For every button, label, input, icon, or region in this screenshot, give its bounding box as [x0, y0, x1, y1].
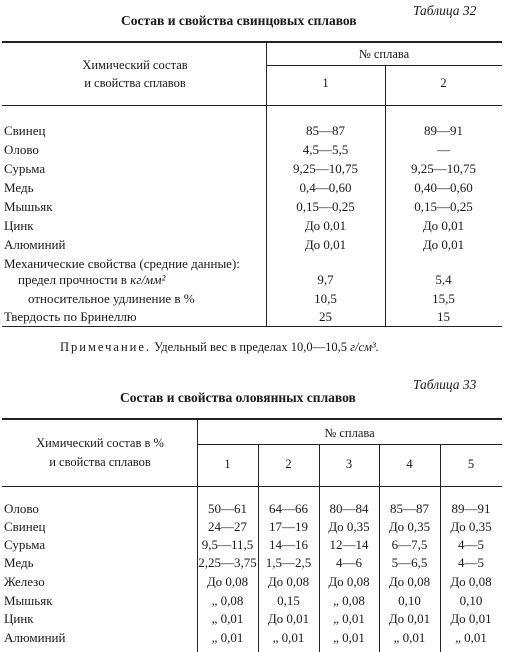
table32-header-left-line2: и свойства сплавов [84, 76, 186, 90]
table32-row-label: Олово [4, 142, 39, 157]
table33-cell: До 0,35 [328, 519, 370, 534]
table32-cell: До 0,01 [304, 218, 347, 233]
table32-cell: — [437, 142, 450, 157]
table33-cell: 64—66 [269, 501, 308, 516]
table33-cell: 5—6,5 [391, 555, 428, 570]
table32-row-label: Медь [4, 180, 34, 195]
table33-cell: 2,25—3,75 [198, 555, 257, 570]
table32-row-label: Цинк [4, 218, 34, 233]
table32-cell: 25 [319, 309, 332, 324]
table32-body-divider-2 [385, 106, 386, 326]
table32-title: Состав и свойства свинцовых сплавов [121, 13, 357, 28]
table33-cell: „ 0,08 [333, 593, 365, 608]
table32-number: Таблица 32 [413, 3, 477, 18]
table33-cell: До 0,08 [450, 574, 492, 589]
table33-cell: До 0,35 [450, 519, 492, 534]
table33-cell: 17—19 [269, 519, 308, 534]
table33-cell: До 0,01 [450, 611, 492, 626]
table33-cell: 24—27 [208, 519, 247, 534]
table33-cell: 89—91 [451, 501, 491, 516]
table32-note: Примечание. Удельный вес в пределах 10,0—10,5 г/см³. [60, 340, 379, 354]
table33-cell: До 0,08 [206, 574, 249, 589]
table33-cell: До 0,01 [267, 611, 310, 626]
table32-row-label: Мышьяк [4, 199, 53, 214]
table33-row-label: Цинк [4, 611, 34, 626]
table33-cell: „ 0,01 [272, 630, 305, 645]
table32-col-2: 2 [440, 76, 447, 90]
table32-mech-heading: Механические свойства (средние данные): [4, 256, 240, 271]
table32-cell: 15 [437, 309, 450, 324]
table33-cell: 1,5—2,5 [265, 555, 312, 570]
table33-row-label: Сурьма [4, 537, 46, 552]
table32-cell: 0,4—0,60 [299, 180, 352, 195]
table32-header-left-line1: Химический состав [82, 58, 188, 72]
table32-group-rule [266, 65, 502, 66]
table32-cell: До 0,01 [422, 237, 465, 252]
table33-cell: „ 0,01 [211, 611, 244, 626]
table32-cell: 0,15—0,25 [414, 199, 473, 214]
table33-row-label: Мышьяк [4, 593, 53, 608]
table33-cell: „ 0,08 [211, 593, 244, 608]
table32-mech-label: предел прочности в кг/мм² [18, 272, 166, 287]
table33-col-3: 3 [345, 457, 353, 471]
table33-col-1: 1 [224, 457, 231, 471]
table32-cell: 0,15—0,25 [296, 199, 355, 214]
table33-title: Состав и свойства оловянных сплавов [120, 390, 356, 405]
table33-cell: До 0,08 [388, 574, 431, 589]
table33-col-5: 5 [467, 457, 475, 471]
table33-cell: 85—87 [390, 501, 429, 516]
table32-col-1: 1 [322, 76, 329, 90]
table33-number: Таблица 33 [413, 377, 477, 392]
table33-row-label: Железо [4, 574, 45, 589]
table32-cell: До 0,01 [422, 218, 465, 233]
table33-cell: До 0,08 [267, 574, 310, 589]
table33-cell: 14—16 [269, 537, 308, 552]
table33-cell: 80—84 [329, 501, 369, 516]
table32-mech-label: относительное удлинение в % [28, 291, 195, 306]
table33-cell: „ 0,01 [393, 630, 426, 645]
table33-header-left-line1: Химический состав в % [36, 436, 164, 450]
table32-hardness-label: Твердость по Бринеллю [4, 309, 137, 324]
table32-cell: 9,25—10,75 [293, 161, 358, 176]
table32-cell: 9,7 [317, 272, 334, 287]
table33-header-group: № сплава [324, 426, 375, 440]
table32-cell: 15,5 [432, 291, 455, 306]
table32-cell: 89—91 [424, 123, 463, 138]
table33-col-4: 4 [406, 457, 413, 471]
table33-cell: „ 0,01 [211, 630, 244, 645]
table33-cell: 0,10 [459, 593, 483, 608]
table32-cell: 5,4 [435, 272, 452, 287]
table33-col-2: 2 [285, 457, 292, 471]
table32-bottom-rule [2, 326, 502, 327]
table32-header-rule [2, 105, 502, 106]
table33-header-left-line2: и свойства сплавов [49, 455, 151, 469]
table32-row-label: Сурьма [4, 161, 46, 176]
table32-cell: 4,5—5,5 [302, 142, 349, 157]
table33-cell: 50—61 [208, 501, 247, 516]
table33-cell: 4—5 [458, 537, 484, 552]
table32-cell: 85—87 [306, 123, 345, 138]
table33-cell: „ 0,01 [333, 630, 365, 645]
table32-top-rule [2, 41, 502, 43]
table32-row-label: Алюминий [4, 237, 66, 252]
table33-cell: 6—7,5 [391, 537, 428, 552]
table33-cell: 4—5 [458, 555, 484, 570]
table33-cell: 4—6 [336, 555, 362, 570]
table33-header-rule [2, 486, 502, 487]
table33-cell: 12—14 [329, 537, 369, 552]
table33-row-label: Медь [4, 555, 34, 570]
table33-cell: 0,10 [398, 593, 421, 608]
table33-cell: До 0,01 [388, 611, 431, 626]
table32-cell: 10,5 [314, 291, 337, 306]
table33-row-label: Олово [4, 501, 39, 516]
table33-cell: До 0,08 [328, 574, 370, 589]
table33-top-rule [2, 418, 502, 420]
table32-cell: До 0,01 [304, 237, 347, 252]
table33-cell: 9,5—11,5 [201, 537, 254, 552]
table32-cell: 9,25—10,75 [411, 161, 476, 176]
table32-cell: 0,40—0,60 [414, 180, 473, 195]
table33-cell: „ 0,01 [333, 611, 365, 626]
table33-cell: „ 0,01 [455, 630, 487, 645]
table33-row-label: Свинец [4, 519, 46, 534]
table32-body-divider-1 [266, 106, 267, 326]
table32-header-group: № сплава [358, 47, 410, 61]
table33-cell: До 0,35 [388, 519, 431, 534]
table33-row-label: Алюминий [4, 630, 66, 645]
table33-cell: 0,15 [277, 593, 300, 608]
table33-group-rule [197, 444, 502, 445]
table32-row-label: Свинец [4, 123, 46, 138]
